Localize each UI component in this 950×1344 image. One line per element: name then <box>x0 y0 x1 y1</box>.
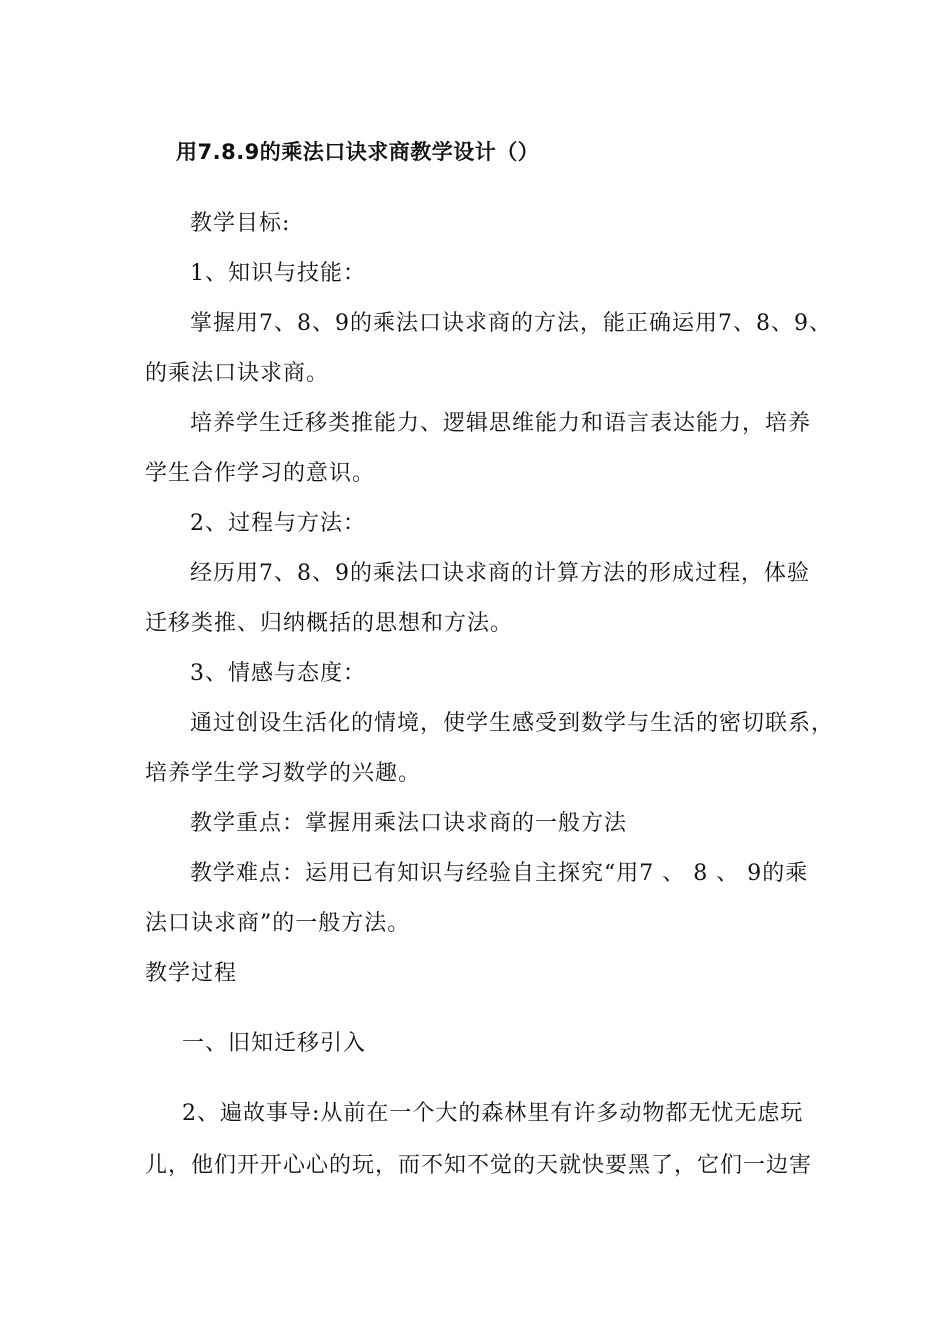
text-line-paragraph: 通过创设生活化的情境，使学生感受到数学与生活的密切联系， <box>190 711 835 736</box>
text-line-paragraph: 培养学生迁移类推能力、逻辑思维能力和语言表达能力，培养 <box>190 411 812 436</box>
text-line-paragraph: 法口诀求商”的一般方法。 <box>145 911 411 936</box>
text-line-paragraph: 儿，他们开开心心的玩，而不知不觉的天就快要黑了，它们一边害 <box>145 1153 813 1178</box>
document-title: 用7.8.9的乘法口诀求商教学设计（） <box>176 140 540 164</box>
text-line-attitude-heading: 3、情感与态度： <box>190 661 366 686</box>
text-line-paragraph: 培养学生学习数学的兴趣。 <box>145 761 422 786</box>
text-line-paragraph: 掌握用7、8、9的乘法口诀求商的方法，能正确运用7、8、9、 <box>190 311 832 336</box>
text-line-process-section-heading: 教学过程 <box>145 961 238 986</box>
text-line-paragraph: 学生合作学习的意识。 <box>145 461 376 486</box>
text-line-paragraph: 2、遍故事导:从前在一个大的森林里有许多动物都无忧无虑玩 <box>182 1101 804 1126</box>
text-line-paragraph: 经历用7、8、9的乘法口诀求商的计算方法的形成过程，体验 <box>190 561 810 586</box>
text-line-knowledge-heading: 1、知识与技能： <box>190 261 366 286</box>
text-line-difficulty: 教学难点：运用已有知识与经验自主探究“用7 、 8 、 9的乘 <box>190 861 809 886</box>
text-line-section-one-heading: 一、旧知迁移引入 <box>182 1031 367 1056</box>
text-line-paragraph: 的乘法口诀求商。 <box>145 361 330 386</box>
text-line-paragraph: 迁移类推、归纳概括的思想和方法。 <box>145 611 514 636</box>
text-line-key-point: 教学重点：掌握用乘法口诀求商的一般方法 <box>190 811 628 836</box>
text-line-process-heading: 2、过程与方法： <box>190 511 366 536</box>
text-line-objectives-heading: 教学目标: <box>190 211 291 236</box>
